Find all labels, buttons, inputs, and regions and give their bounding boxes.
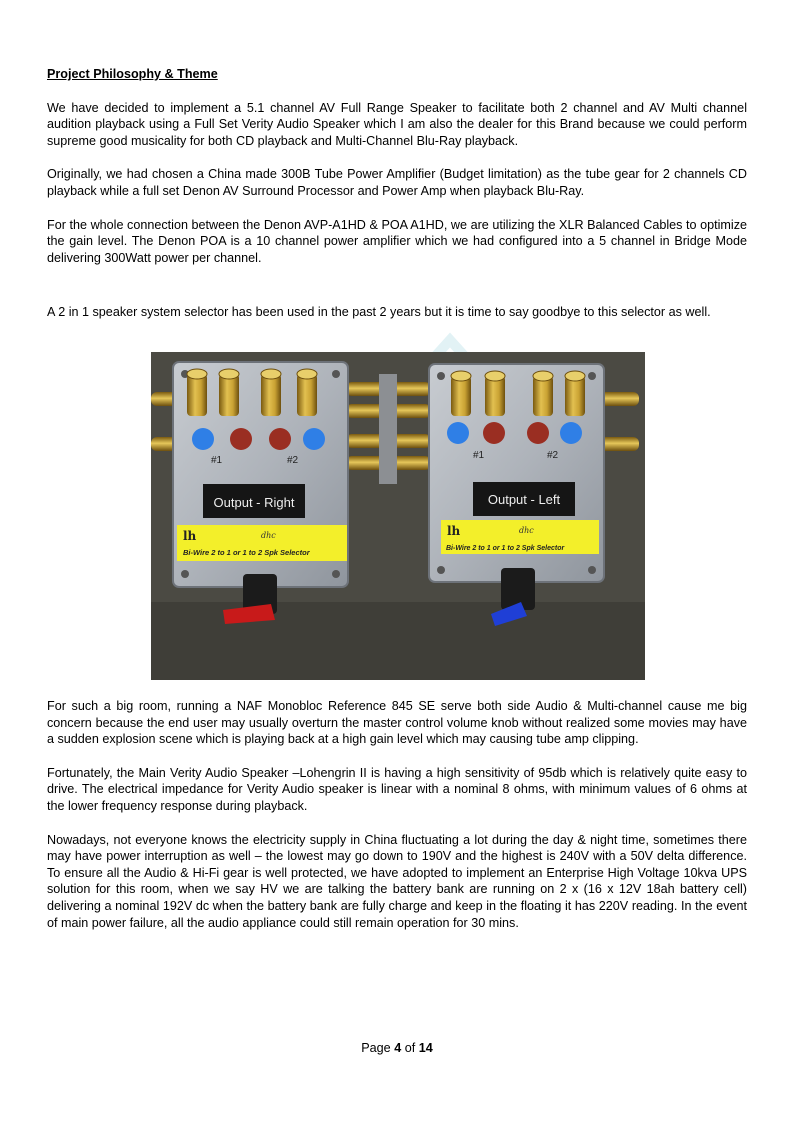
port-label: #1 [211,455,223,466]
sticker-logo: lh [447,524,461,538]
page-middle: of [401,1041,419,1055]
port-label: #2 [287,455,299,466]
sticker-brand: dhc [261,531,276,540]
blue-dot [192,428,214,450]
selector-box-right [173,362,348,624]
red-dot [483,422,505,444]
blue-dot [560,422,582,444]
paragraph: Nowadays, not everyone knows the electricity supply in China fluctuating a lot during the day & night time, sometimes there may have power interruption as well – the lowest may go down to 190V and the highest is 240V with a 50V delta difference. To ensure all the Audio & Hi-Fi gear is well protected, we have adopted to implement an Enterprise High Voltage 10kva UPS solution for this room, when we say HV we are talking the battery bank are running on 2 x (16 x 12V 18ah battery cell) delivering a nominal 192V dc when the battery bank are fully charge and keep in the floating it has 220V reading. In the event of main power failure, all the audio appliance could still remain operation for 30 mins. [47,832,747,930]
paragraph: Fortunately, the Main Verity Audio Speaker –Lohengrin II is having a high sensitivity of 95db which is relatively quite easy to drive. The electrical impedance for Verity Audio speaker is linear with a nominal 8 ohms, with minimum values of 6 ohms at the lower frequency response during playback. [47,765,747,813]
blue-dot [447,422,469,444]
paragraph: We have decided to implement a 5.1 channel AV Full Range Speaker to facilitate both 2 channel and AV Multi channel audition playback using a Full Set Verity Audio Speaker which I am also the dealer for this Brand because we could perform supreme good musicality for both CD playback and Multi-Channel Blu-Ray playback. [47,100,747,148]
red-dot [527,422,549,444]
sticker-brand: dhc [519,526,534,535]
section-heading: Project Philosophy & Theme [47,67,218,81]
paragraph: A 2 in 1 speaker system selector has been used in the past 2 years but it is time to say goodbye to this selector as well. [47,305,711,320]
page-total: 14 [418,1041,433,1055]
document-body-continued [47,698,747,948]
paragraph: For the whole connection between the Denon AVP-A1HD & POA A1HD, we are utilizing the XLR Balanced Cables to optimize the gain level. The Denon POA is a 10 channel power amplifier which we had configured into a 5 channel in Bridge Mode delivering 300Watt power per channel. [47,217,747,265]
paragraph: For such a big room, running a NAF Monobloc Reference 845 SE serve both side Audio & Multi-channel cause me big concern because the end user may usually overturn the master control volume knob without realized some movies may have a sudden explosion scene which is playing back at a high gain level which may causing tube amp clipping. [47,699,747,747]
page-current: 4 [394,1041,402,1055]
sticker-logo: lh [183,529,197,543]
output-label: Output - Left [487,492,561,507]
document-body [47,66,747,321]
sticker-text: Bi-Wire 2 to 1 or 1 to 2 Spk Selector [183,548,310,557]
port-label: #1 [473,450,485,461]
page-footer [0,1041,794,1055]
red-dot [269,428,291,450]
paragraph: Originally, we had chosen a China made 300B Tube Power Amplifier (Budget limitation) as the tube gear for 2 channels CD playback while a full set Denon AV Surround Processor and Power Amp when playback Blu-Ray. [47,167,747,198]
red-dot [230,428,252,450]
output-label: Output - Right [213,495,295,510]
speaker-selector-photo [151,352,645,680]
blue-dot [303,428,325,450]
page-prefix: Page [361,1041,395,1055]
sticker-text: Bi-Wire 2 to 1 or 1 to 2 Spk Selector [446,545,565,552]
port-label: #2 [547,450,559,461]
